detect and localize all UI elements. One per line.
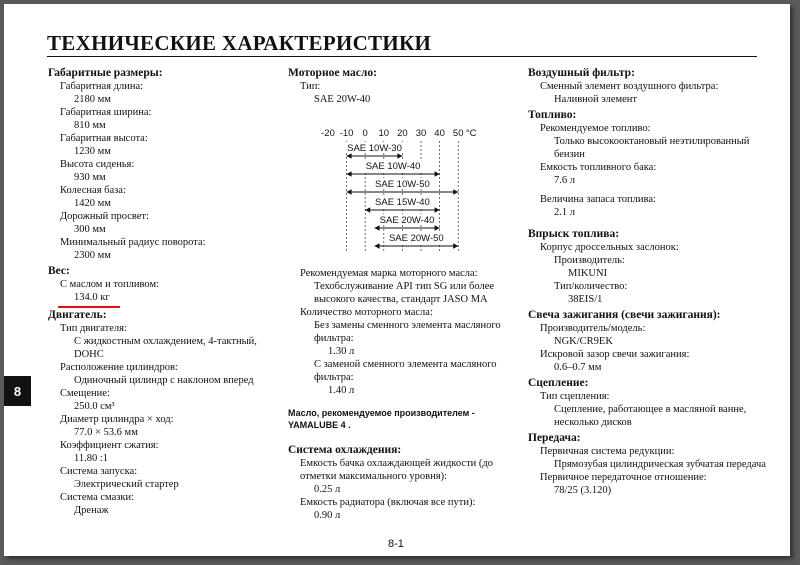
oil-recommend-label: Рекомендуемая марка моторного масла:	[300, 268, 478, 279]
length-label: Габаритная длина:	[60, 81, 144, 92]
viscosity-arrow-right-4	[435, 225, 440, 231]
chapter-tab: 8	[4, 376, 31, 406]
spark-gap-value: 0.6–0.7 мм	[554, 362, 602, 373]
column-3	[528, 66, 768, 497]
title-rule	[47, 56, 757, 57]
throttle-type-value: 38EIS/1	[568, 294, 603, 305]
clutch-heading: Сцепление:	[528, 377, 589, 389]
injection-heading: Впрыск топлива:	[528, 228, 620, 240]
viscosity-label-1: SAE 10W-40	[365, 161, 421, 172]
tick-label-10: 10	[378, 128, 390, 139]
fuel-tank-value: 7.6 л	[554, 175, 575, 186]
cooling-heading: Система охлаждения:	[288, 444, 402, 456]
bore-stroke-value: 77.0 × 53.6 мм	[74, 427, 138, 438]
wheelbase-value: 1420 мм	[74, 198, 111, 209]
column-2-lower	[288, 267, 508, 522]
wheelbase-label: Колесная база:	[60, 185, 126, 196]
tick-unit-label: °C	[465, 128, 477, 139]
viscosity-arrow-right-3	[435, 207, 440, 213]
starting-system-label: Система запуска:	[60, 466, 138, 477]
spark-heading: Свеча зажигания (свечи зажигания):	[528, 309, 721, 321]
displacement-label: Смещение:	[60, 388, 110, 399]
primary-reduction-label: Первичная система редукции:	[540, 446, 675, 457]
tick-label-40: 40	[434, 128, 445, 139]
tick-label-0: 0	[362, 128, 368, 139]
tick-label--20: -20	[321, 128, 335, 139]
fuel-recommended-label: Рекомендуемое топливо:	[540, 123, 651, 134]
clutch-type-label: Тип сцепления:	[540, 391, 610, 402]
lubrication-label: Система смазки:	[60, 492, 135, 503]
viscosity-arrow-left-4	[375, 225, 380, 231]
turning-radius-label: Минимальный радиус поворота:	[60, 237, 206, 248]
tick-label-50: 50	[452, 128, 464, 139]
engine-type-label: Тип двигателя:	[60, 323, 127, 334]
compression-value: 11.80 :1	[74, 453, 109, 464]
length-value: 2180 мм	[74, 94, 111, 105]
viscosity-arrow-left-0	[347, 153, 352, 159]
cylinder-layout-value: Одиночный цилиндр с наклоном вперед	[74, 375, 254, 386]
viscosity-label-0: SAE 10W-30	[347, 143, 402, 154]
spark-model-value: NGK/CR9EK	[554, 336, 613, 347]
manual-page	[4, 4, 790, 556]
seat-height-value: 930 мм	[74, 172, 106, 183]
air-filter-value: Наливной элемент	[554, 94, 637, 105]
fuel-recommended-value: Только высокооктановый неэтилированный бензин	[554, 136, 750, 160]
with-filter-label: С заменой сменного элемента масляного фильтра:	[314, 359, 497, 383]
engine-heading: Двигатель:	[48, 309, 107, 321]
compression-label: Коэффициент сжатия:	[60, 440, 159, 451]
no-filter-value: 1.30 л	[328, 346, 355, 357]
viscosity-arrow-right-5	[453, 243, 458, 249]
oil-quantity-label: Количество моторного масла:	[300, 307, 433, 318]
oil-recommend-value: Техобслуживание API тип SG или более высокого качества, стандарт JASO MA	[314, 281, 495, 305]
column-2	[288, 66, 508, 106]
with-filter-value: 1.40 л	[328, 385, 355, 396]
clutch-type-value: Сцепление, работающее в масляной ванне, несколько дисков	[554, 404, 747, 428]
yamalube-note: Масло, рекомендуемое производителем - YAMALUBE 4 .	[288, 408, 475, 430]
page-number: 8-1	[388, 538, 404, 550]
viscosity-arrow-left-5	[375, 243, 380, 249]
throttle-maker-label: Производитель:	[554, 255, 625, 266]
primary-reduction-value: Прямозубая цилиндрическая зубчатая передача	[554, 459, 766, 470]
air-filter-heading: Воздушный фильтр:	[528, 67, 635, 79]
fuel-tank-label: Емкость топливного бака:	[540, 162, 657, 173]
cylinder-layout-label: Расположение цилиндров:	[60, 362, 178, 373]
oil-viscosity-chart	[306, 124, 506, 254]
bore-stroke-label: Диаметр цилиндра × ход:	[60, 414, 174, 425]
page-title: ТЕХНИЧЕСКИЕ ХАРАКТЕРИСТИКИ	[47, 31, 432, 55]
radiator-label: Емкость радиатора (включая все пути):	[300, 497, 476, 508]
width-value: 810 мм	[74, 120, 106, 131]
primary-ratio-value: 78/25 (3.120)	[554, 485, 612, 496]
fuel-heading: Топливо:	[528, 109, 577, 121]
height-label: Габаритная высота:	[60, 133, 148, 144]
height-value: 1230 мм	[74, 146, 111, 157]
weight-value: 134.0 кг	[74, 292, 110, 303]
oil-heading: Моторное масло:	[288, 67, 377, 79]
weight-label: С маслом и топливом:	[60, 279, 160, 290]
primary-ratio-label: Первичное передаточное отношение:	[540, 472, 707, 483]
no-filter-label: Без замены сменного элемента масляного фильтра:	[314, 320, 501, 344]
coolant-tank-value: 0.25 л	[314, 484, 341, 495]
displacement-value: 250.0 см³	[74, 401, 115, 412]
throttle-body-label: Корпус дроссельных заслонок:	[540, 242, 679, 253]
engine-type-value: С жидкостным охлаждением, 4-тактный, DOHC	[74, 336, 257, 360]
fuel-reserve-label: Величина запаса топлива:	[540, 194, 656, 205]
starting-system-value: Электрический стартер	[74, 479, 179, 490]
width-label: Габаритная ширина:	[60, 107, 152, 118]
viscosity-label-4: SAE 20W-40	[379, 215, 435, 226]
clearance-label: Дорожный просвет:	[60, 211, 149, 222]
throttle-maker-value: MIKUNI	[568, 268, 608, 279]
oil-type-value: SAE 20W-40	[314, 94, 371, 105]
weight-heading: Вес:	[48, 265, 70, 277]
viscosity-arrow-left-1	[347, 171, 352, 177]
viscosity-arrow-right-1	[435, 171, 440, 177]
viscosity-label-3: SAE 15W-40	[375, 197, 430, 208]
viscosity-label-5: SAE 20W-50	[388, 233, 444, 244]
viscosity-label-2: SAE 10W-50	[375, 179, 430, 190]
air-filter-label: Сменный элемент воздушного фильтра:	[540, 81, 719, 92]
dimensions-heading: Габаритные размеры:	[48, 67, 163, 79]
spark-model-label: Производитель/модель:	[540, 323, 646, 334]
turning-radius-value: 2300 мм	[74, 250, 111, 261]
transmission-heading: Передача:	[528, 432, 581, 444]
tick-label-30: 30	[415, 128, 427, 139]
coolant-tank-label: Емкость бачка охлаждающей жидкости (до отметки максимального уровня):	[300, 458, 493, 482]
tick-label-20: 20	[397, 128, 408, 139]
spark-gap-label: Искровой зазор свечи зажигания:	[540, 349, 690, 360]
viscosity-chart-svg	[306, 124, 506, 254]
clearance-value: 300 мм	[74, 224, 106, 235]
viscosity-arrow-left-3	[365, 207, 370, 213]
column-1	[48, 66, 258, 517]
tick-label--10: -10	[339, 128, 354, 139]
fuel-reserve-value: 2.1 л	[554, 207, 575, 218]
viscosity-arrow-right-0	[397, 153, 402, 159]
oil-type-label: Тип:	[300, 81, 321, 92]
viscosity-arrow-left-2	[347, 189, 352, 195]
viscosity-arrow-right-2	[453, 189, 458, 195]
lubrication-value: Дренаж	[74, 505, 109, 516]
seat-height-label: Высота сиденья:	[60, 159, 135, 170]
throttle-type-label: Тип/количество:	[554, 281, 628, 292]
radiator-value: 0.90 л	[314, 510, 341, 521]
